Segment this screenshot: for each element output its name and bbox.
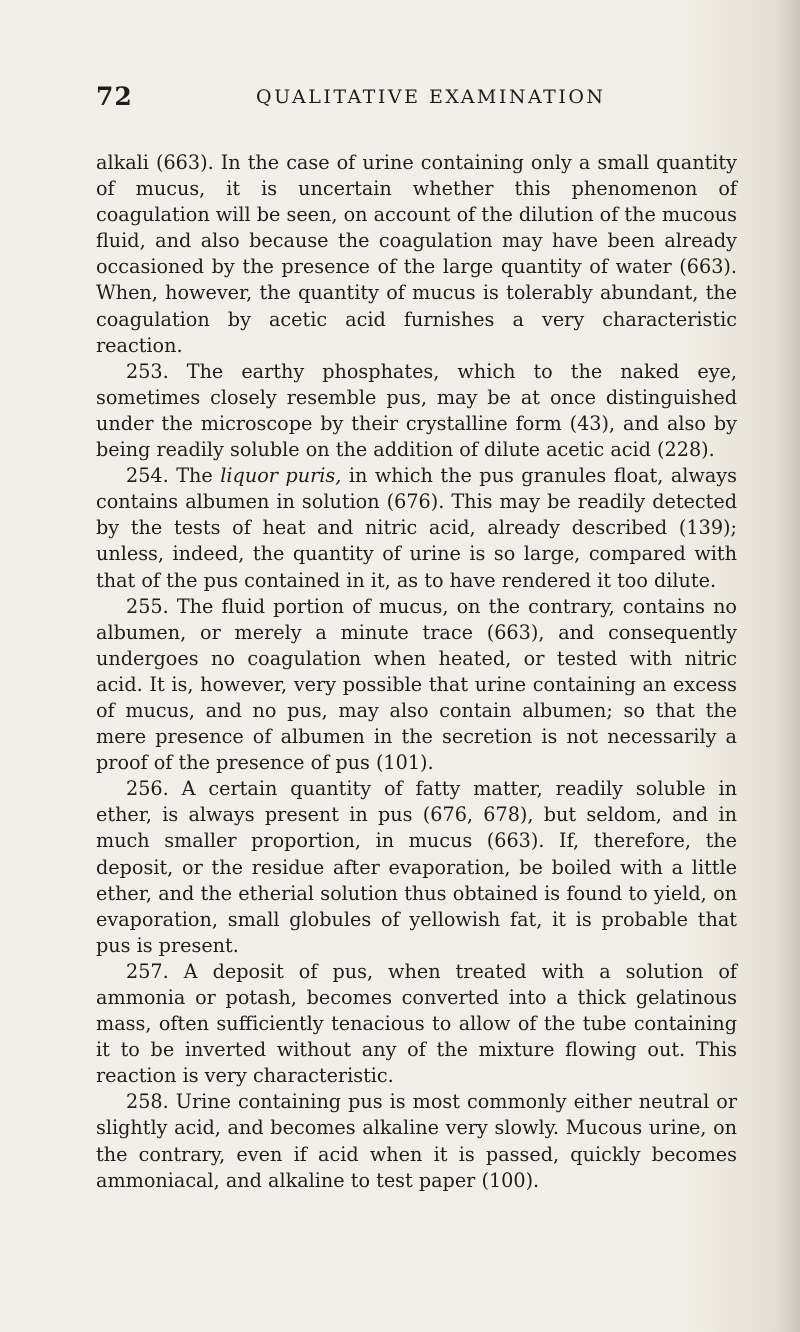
paragraph-number: 253.: [126, 359, 169, 383]
paragraph-continuation: [96, 150, 737, 359]
paragraph-number: 255.: [126, 594, 169, 618]
paragraph-text-lead: The: [176, 464, 221, 488]
page-number: 72: [96, 82, 133, 111]
latin-term: liquor puris,: [220, 464, 342, 488]
paragraph-text: A deposit of pus, when treated with a solution of ammonia or potash, becomes converted into a thick gelatinous mass, often sufficiently tenacious to allow of the tube containing it to be inverted without any of the mixture flowing out. This reaction is very characteristic.: [96, 959, 737, 1088]
paragraph-text: The fluid portion of mucus, on the contrary, contains no albumen, or merely a minute trace (663), and consequently undergoes no coagulation when heated, or tested with nitric acid. It is, however, very possible that urine containing an excess of mucus, and no pus, may also contain albumen; so that the mere presence of albumen in the secretion is not necessarily a proof of the presence of pus (101).: [96, 594, 737, 775]
paragraph-258: [96, 1089, 737, 1193]
paragraph-text: in which the pus granules float, always contains albumen in solution (676). This may be readily detected by the tests of heat and nitric acid, already described (139); unless, indeed, the quantity of urine is so large, compared with that of the pus contained in it, as to have rendered it too dilute.: [96, 464, 737, 592]
paragraph-255: [96, 594, 737, 777]
paragraph-number: 256.: [126, 777, 169, 801]
paragraph-257: [96, 959, 737, 1089]
page-edge-shadow: [778, 0, 800, 1332]
paragraph-text: alkali (663). In the case of urine containing only a small quantity of mucus, it is uncertain whether this phenomenon of coagulation will be seen, on account of the dilution of the mucous fluid, and also because the coagulation may have been already occasioned by the presence of the large quantity of water (663). When, however, the quantity of mucus is tolerably abundant, the coagulation by acetic acid furnishes a very characteristic reaction.: [96, 151, 737, 357]
paragraph-number: 258.: [126, 1090, 169, 1114]
paragraph-text: The earthy phosphates, which to the naked eye, sometimes closely resemble pus, may be at once distinguished under the microscope by their crystalline form (43), and also by being readily soluble on the addition of dilute acetic acid (228).: [96, 359, 737, 462]
paragraph-number: 257.: [126, 959, 169, 983]
paragraph-256: [96, 776, 737, 959]
page-header: [96, 82, 736, 114]
running-head: QUALITATIVE EXAMINATION: [256, 86, 606, 108]
paragraph-number: 254.: [126, 464, 169, 488]
paragraph-text: A certain quantity of fatty matter, readily soluble in ether, is always present in pus (676, 678), but seldom, and in much smaller proportion, in mucus (663). If, therefore, the deposit, or the residue after evaporation, be boiled with a little ether, and the etherial solution thus obtained is found to yield, on evaporation, small globules of yellowish fat, it is probable that pus is present.: [96, 777, 737, 957]
body-text: [96, 150, 737, 1194]
paragraph-text: Urine containing pus is most commonly either neutral or slightly acid, and becomes alkaline very slowly. Mucous urine, on the contrary, even if acid when it is passed, quickly becomes ammoniacal, and alkaline to test paper (100).: [96, 1090, 738, 1192]
paragraph-254: [96, 463, 737, 593]
paragraph-253: [96, 359, 737, 463]
